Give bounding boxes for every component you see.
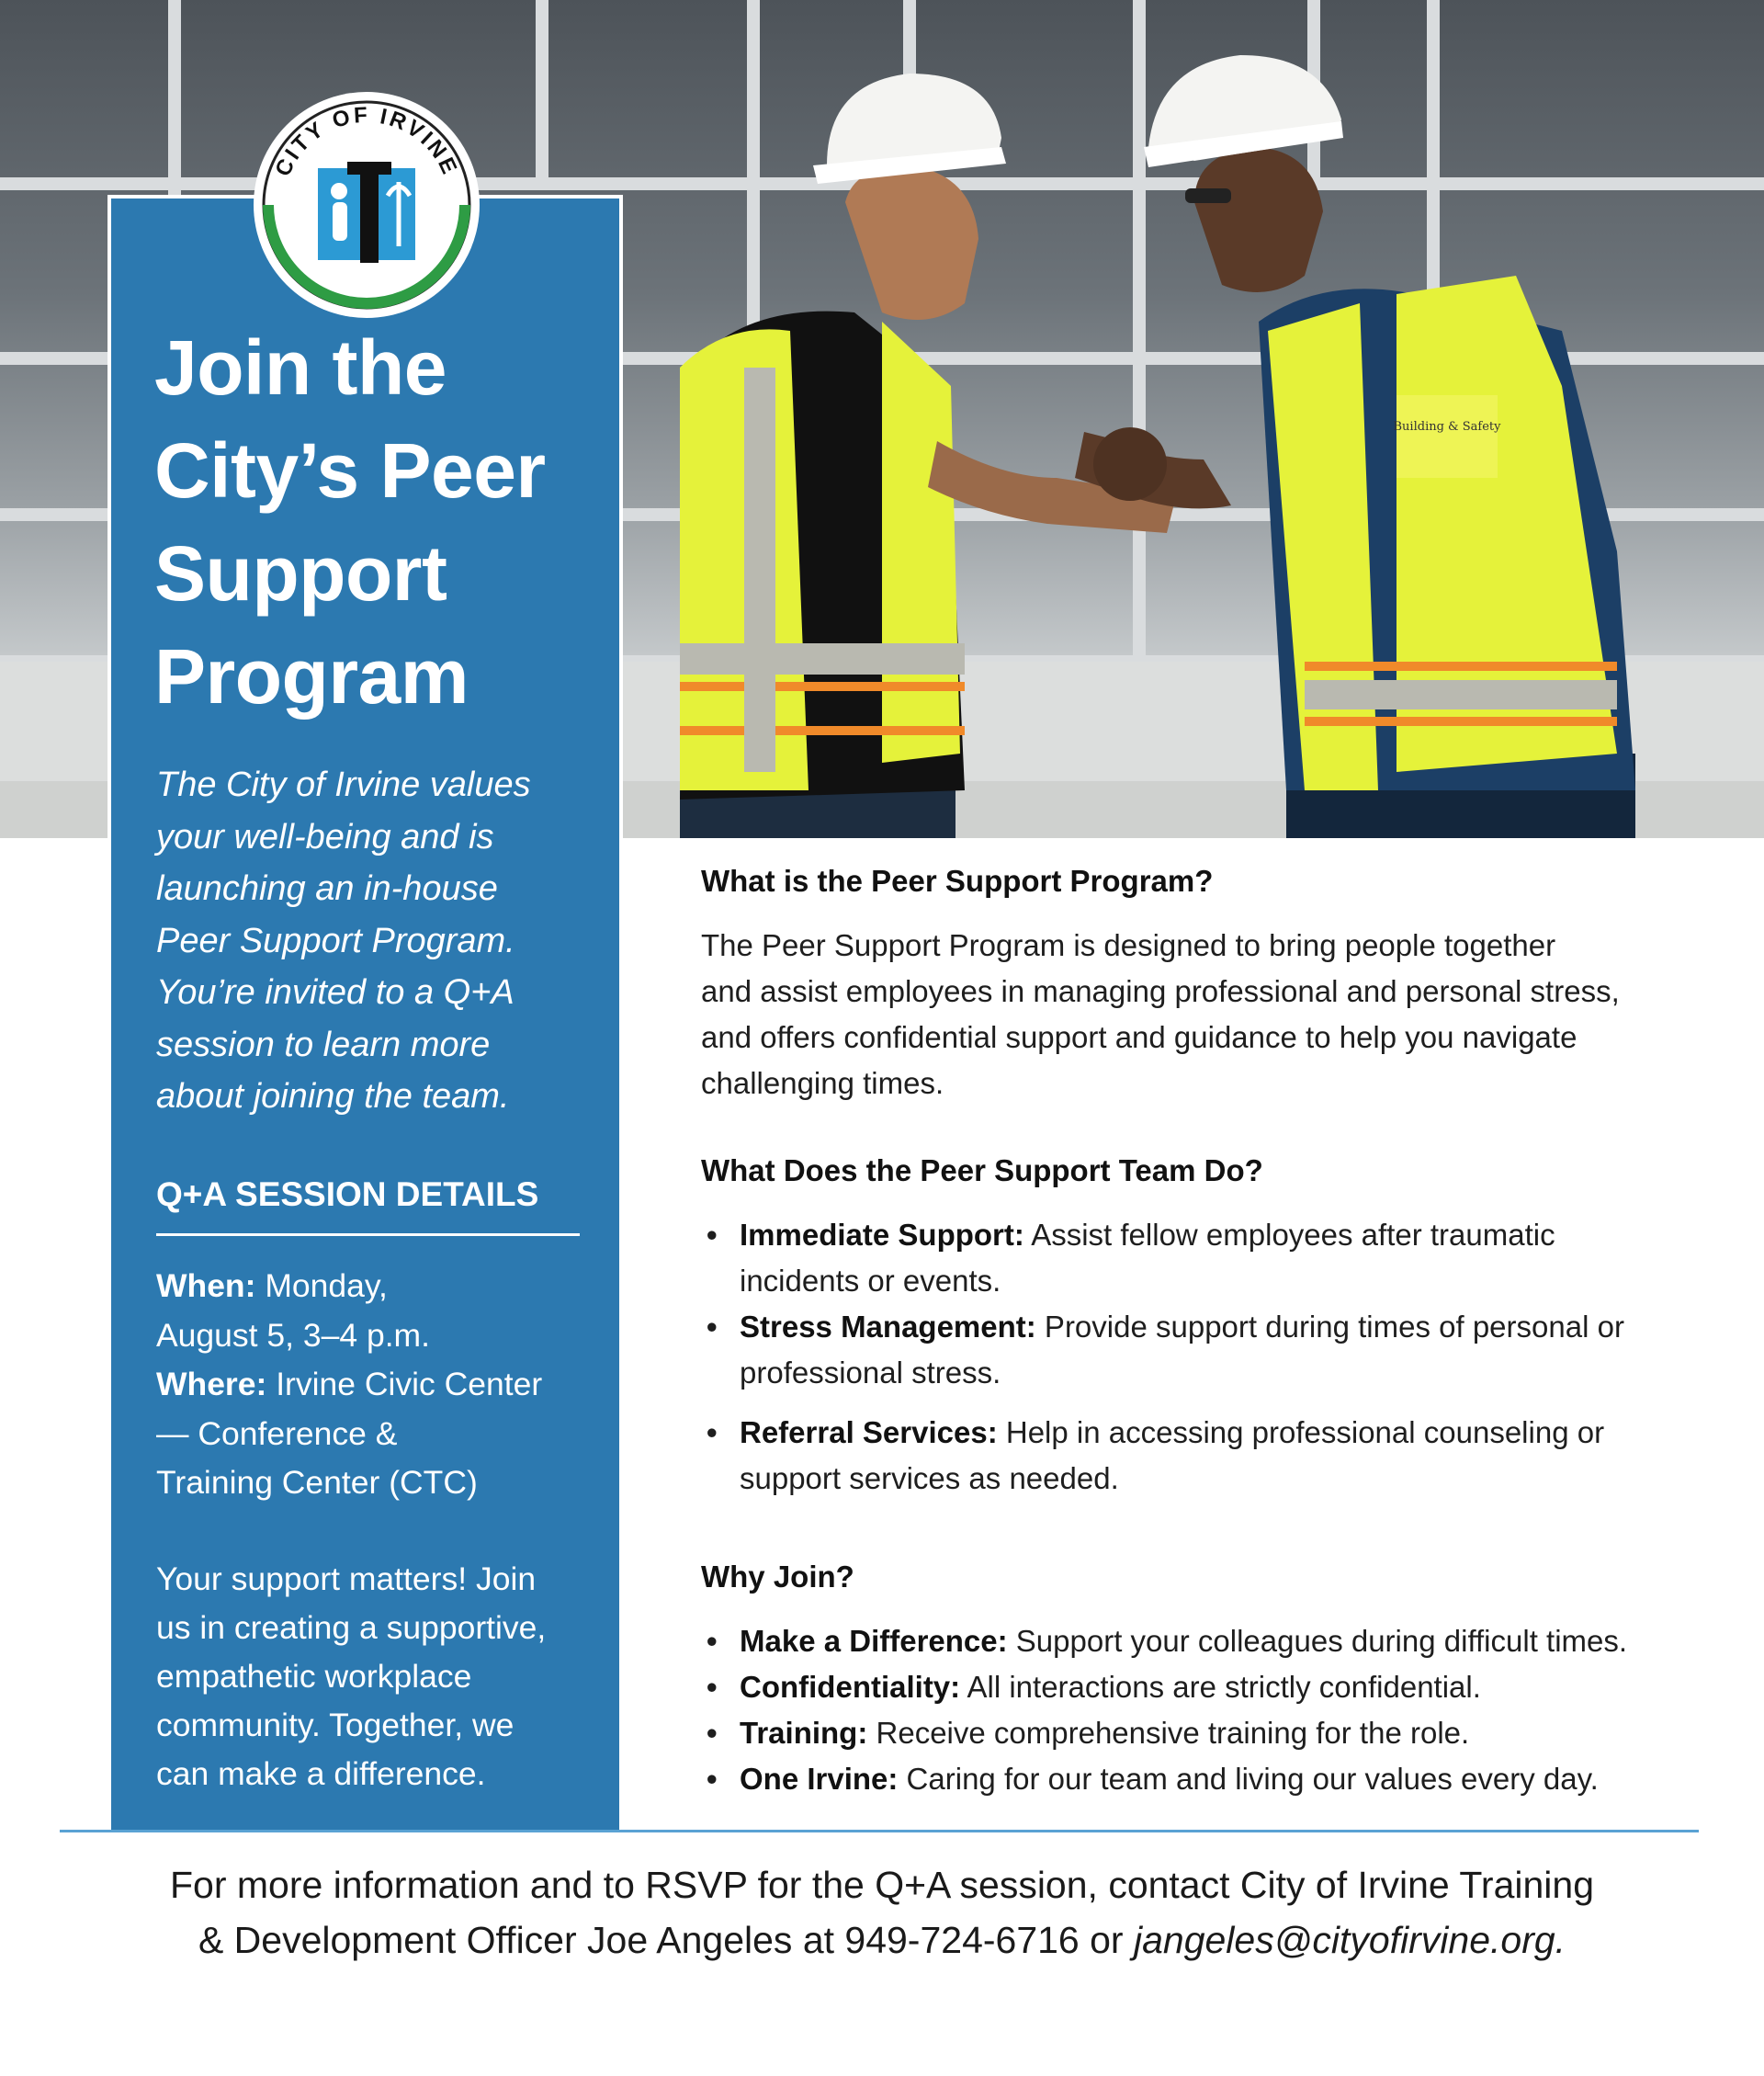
item-text: Help in accessing professional counseling or — [997, 1415, 1605, 1449]
bullet-icon: • — [707, 1624, 718, 1658]
intro-line: launching an in-house — [156, 869, 498, 908]
intro-line: The City of Irvine values — [156, 766, 531, 804]
where-value-line: Training Center (CTC) — [156, 1464, 478, 1501]
closing-line: can make a difference. — [156, 1755, 486, 1792]
when-line — [156, 1262, 588, 1311]
paragraph-line: and assist employees in managing professional and personal stress, — [701, 974, 1620, 1008]
item-text: Assist fellow employees after traumatic — [1023, 1218, 1555, 1252]
list-item — [701, 1664, 1712, 1710]
footer-text: & Development Officer Joe Angeles at 949-724-6716 or — [198, 1919, 1134, 1961]
item-text: Support your colleagues during difficult times. — [1007, 1624, 1628, 1658]
item-text: support services as needed. — [740, 1461, 1119, 1495]
closing-line: Your support matters! Join — [156, 1560, 537, 1597]
section-paragraph-what-is — [701, 923, 1620, 1106]
item-label: Confidentiality: — [740, 1670, 961, 1704]
intro-line: You’re invited to a Q+A — [156, 973, 514, 1012]
item-label: Stress Management: — [740, 1310, 1036, 1344]
intro-line: your well-being and is — [156, 817, 494, 856]
item-text: All interactions are strictly confidential. — [960, 1670, 1481, 1704]
bullet-icon: • — [707, 1310, 718, 1344]
list-item — [701, 1618, 1712, 1664]
section-heading-team-do: What Does the Peer Support Team Do? — [701, 1153, 1263, 1187]
closing-text — [156, 1555, 597, 1798]
item-label: Make a Difference: — [740, 1624, 1008, 1658]
paragraph-line: and offers confidential support and guidance to help you navigate — [701, 1020, 1577, 1054]
closing-line: community. Together, we — [156, 1707, 514, 1743]
bullet-icon: • — [707, 1670, 718, 1704]
list-item — [701, 1410, 1712, 1502]
title-line: Support — [154, 530, 447, 617]
footer-divider — [60, 1830, 1699, 1832]
bullet-icon: • — [707, 1415, 718, 1449]
intro-line: about joining the team. — [156, 1077, 510, 1116]
session-details-heading: Q+A SESSION DETAILS — [156, 1175, 539, 1213]
section-heading-what-is: What is the Peer Support Program? — [701, 864, 1214, 898]
when-value: Monday, — [255, 1267, 388, 1304]
item-label: Training: — [740, 1716, 868, 1750]
item-text: Receive comprehensive training for the role. — [867, 1716, 1470, 1750]
intro-line: Peer Support Program. — [156, 921, 515, 960]
item-text: professional stress. — [740, 1356, 1001, 1390]
list-item — [701, 1756, 1712, 1802]
bullet-icon: • — [707, 1762, 718, 1796]
paragraph-line: The Peer Support Program is designed to bring people together — [701, 928, 1556, 962]
contact-email-link[interactable]: jangeles@cityofirvine.org. — [1133, 1919, 1566, 1961]
where-label: Where: — [156, 1366, 267, 1402]
bullet-icon: • — [707, 1218, 718, 1252]
item-text: Caring for our team and living our values every day. — [898, 1762, 1599, 1796]
item-label: One Irvine: — [740, 1762, 899, 1796]
item-label: Immediate Support: — [740, 1218, 1024, 1252]
seal-name-text: CITY OF IRVINE — [270, 102, 463, 181]
seal-year: 1971 — [352, 276, 381, 290]
closing-line: us in creating a supportive, — [156, 1609, 547, 1646]
bullet-icon: • — [707, 1716, 718, 1750]
footer-line — [0, 1912, 1764, 1968]
intro-line: session to learn more — [156, 1025, 491, 1064]
footer-contact — [0, 1857, 1764, 1968]
paragraph-line: challenging times. — [701, 1066, 944, 1100]
where-line — [156, 1360, 588, 1410]
list-item — [701, 1710, 1712, 1756]
vest-label: Building & Safety — [1393, 420, 1501, 434]
where-value: Irvine Civic Center — [266, 1366, 543, 1402]
title-line: Program — [154, 633, 469, 720]
list-item — [701, 1304, 1712, 1396]
session-details — [156, 1262, 588, 1508]
title-line: Join the — [154, 324, 447, 411]
when-value-line: August 5, 3–4 p.m. — [156, 1316, 430, 1354]
city-of-irvine-seal — [252, 90, 481, 320]
where-value-line: — Conference & — [156, 1414, 398, 1452]
title-line: City’s Peer — [154, 427, 546, 514]
section-heading-why-join: Why Join? — [701, 1560, 854, 1594]
footer-line: For more information and to RSVP for the Q+A session, contact City of Irvine Training — [170, 1864, 1594, 1906]
closing-line: empathetic workplace — [156, 1658, 472, 1695]
intro-text — [156, 759, 588, 1123]
when-label: When: — [156, 1267, 256, 1304]
page-title — [154, 316, 577, 728]
item-text: incidents or events. — [740, 1264, 1001, 1298]
item-text: Provide support during times of personal or — [1035, 1310, 1624, 1344]
list-item — [701, 1212, 1712, 1304]
details-divider — [156, 1233, 580, 1236]
item-label: Referral Services: — [740, 1415, 998, 1449]
